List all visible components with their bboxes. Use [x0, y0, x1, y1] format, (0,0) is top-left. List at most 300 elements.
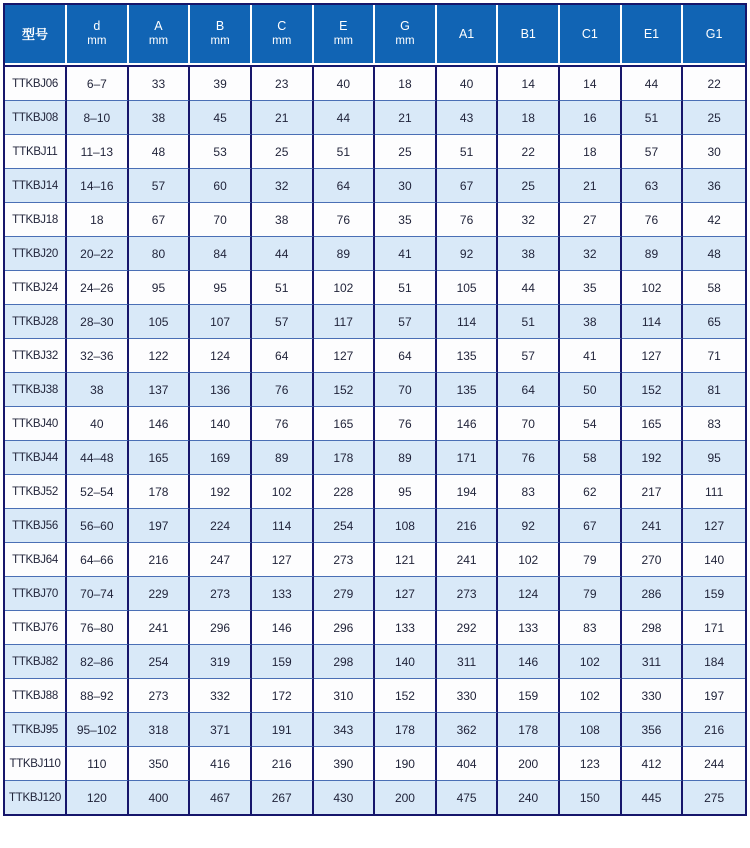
value-cell: 14	[498, 65, 560, 100]
value-cell: 41	[375, 236, 437, 270]
value-cell: 105	[437, 270, 499, 304]
column-header-c	[252, 5, 314, 65]
column-header-label: E1	[643, 26, 660, 41]
table-row-TTKBJ52	[5, 474, 745, 508]
value-cell: 25	[375, 134, 437, 168]
model-cell: TTKBJ14	[5, 168, 67, 202]
value-cell: 21	[375, 100, 437, 134]
value-cell: 38	[560, 304, 622, 338]
value-cell: 50	[560, 372, 622, 406]
value-cell: 54	[560, 406, 622, 440]
value-cell: 228	[314, 474, 376, 508]
value-cell: 102	[498, 542, 560, 576]
model-cell: TTKBJ08	[5, 100, 67, 134]
value-cell: 58	[560, 440, 622, 474]
model-cell: TTKBJ38	[5, 372, 67, 406]
value-cell: 121	[375, 542, 437, 576]
value-cell: 107	[190, 304, 252, 338]
table-row-TTKBJ44	[5, 440, 745, 474]
value-cell: 275	[683, 780, 745, 814]
value-cell: 171	[437, 440, 499, 474]
value-cell: 42	[683, 202, 745, 236]
value-cell: 240	[498, 780, 560, 814]
value-cell: 117	[314, 304, 376, 338]
column-header-label: d	[93, 19, 101, 33]
column-header-model	[5, 5, 67, 65]
value-cell: 76	[252, 406, 314, 440]
value-cell: 44–48	[67, 440, 129, 474]
value-cell: 102	[314, 270, 376, 304]
value-cell: 62	[560, 474, 622, 508]
value-cell: 105	[129, 304, 191, 338]
value-cell: 8–10	[67, 100, 129, 134]
value-cell: 76	[622, 202, 684, 236]
value-cell: 318	[129, 712, 191, 746]
value-cell: 39	[190, 65, 252, 100]
table-row-TTKBJ88	[5, 678, 745, 712]
value-cell: 18	[560, 134, 622, 168]
value-cell: 135	[437, 338, 499, 372]
value-cell: 178	[314, 440, 376, 474]
value-cell: 48	[129, 134, 191, 168]
value-cell: 194	[437, 474, 499, 508]
column-header-unit: mm	[210, 35, 230, 47]
value-cell: 51	[252, 270, 314, 304]
value-cell: 56–60	[67, 508, 129, 542]
value-cell: 146	[437, 406, 499, 440]
value-cell: 165	[314, 406, 376, 440]
model-cell: TTKBJ06	[5, 65, 67, 100]
value-cell: 279	[314, 576, 376, 610]
value-cell: 102	[252, 474, 314, 508]
model-cell: TTKBJ56	[5, 508, 67, 542]
value-cell: 216	[129, 542, 191, 576]
column-header-label: G	[400, 19, 410, 33]
value-cell: 20–22	[67, 236, 129, 270]
value-cell: 350	[129, 746, 191, 780]
value-cell: 35	[375, 202, 437, 236]
value-cell: 330	[622, 678, 684, 712]
value-cell: 102	[622, 270, 684, 304]
value-cell: 229	[129, 576, 191, 610]
value-cell: 127	[622, 338, 684, 372]
value-cell: 21	[560, 168, 622, 202]
model-cell: TTKBJ120	[5, 780, 67, 814]
value-cell: 127	[375, 576, 437, 610]
value-cell: 21	[252, 100, 314, 134]
value-cell: 83	[683, 406, 745, 440]
spec-table	[5, 5, 745, 814]
table-row-TTKBJ76	[5, 610, 745, 644]
value-cell: 146	[129, 406, 191, 440]
value-cell: 83	[560, 610, 622, 644]
value-cell: 146	[498, 644, 560, 678]
value-cell: 111	[683, 474, 745, 508]
value-cell: 296	[190, 610, 252, 644]
value-cell: 64	[314, 168, 376, 202]
column-header-g	[375, 5, 437, 65]
value-cell: 64	[375, 338, 437, 372]
value-cell: 24–26	[67, 270, 129, 304]
value-cell: 102	[560, 644, 622, 678]
value-cell: 108	[560, 712, 622, 746]
value-cell: 110	[67, 746, 129, 780]
column-header-label: B	[215, 19, 225, 33]
value-cell: 102	[560, 678, 622, 712]
value-cell: 60	[190, 168, 252, 202]
value-cell: 123	[560, 746, 622, 780]
value-cell: 412	[622, 746, 684, 780]
value-cell: 178	[375, 712, 437, 746]
value-cell: 200	[498, 746, 560, 780]
value-cell: 108	[375, 508, 437, 542]
value-cell: 190	[375, 746, 437, 780]
value-cell: 14–16	[67, 168, 129, 202]
value-cell: 38	[498, 236, 560, 270]
value-cell: 95	[129, 270, 191, 304]
value-cell: 197	[683, 678, 745, 712]
value-cell: 45	[190, 100, 252, 134]
value-cell: 23	[252, 65, 314, 100]
value-cell: 362	[437, 712, 499, 746]
model-cell: TTKBJ32	[5, 338, 67, 372]
value-cell: 81	[683, 372, 745, 406]
value-cell: 22	[498, 134, 560, 168]
value-cell: 71	[683, 338, 745, 372]
value-cell: 152	[622, 372, 684, 406]
model-cell: TTKBJ76	[5, 610, 67, 644]
value-cell: 57	[375, 304, 437, 338]
value-cell: 247	[190, 542, 252, 576]
value-cell: 18	[498, 100, 560, 134]
value-cell: 40	[67, 406, 129, 440]
value-cell: 332	[190, 678, 252, 712]
value-cell: 57	[622, 134, 684, 168]
header-row	[5, 5, 745, 65]
value-cell: 79	[560, 576, 622, 610]
value-cell: 416	[190, 746, 252, 780]
value-cell: 133	[498, 610, 560, 644]
value-cell: 133	[252, 576, 314, 610]
value-cell: 133	[375, 610, 437, 644]
value-cell: 67	[129, 202, 191, 236]
value-cell: 32	[252, 168, 314, 202]
value-cell: 51	[375, 270, 437, 304]
table-row-TTKBJ38	[5, 372, 745, 406]
value-cell: 51	[314, 134, 376, 168]
value-cell: 32–36	[67, 338, 129, 372]
value-cell: 40	[314, 65, 376, 100]
column-header-label: A	[154, 19, 163, 33]
value-cell: 120	[67, 780, 129, 814]
value-cell: 35	[560, 270, 622, 304]
model-cell: TTKBJ70	[5, 576, 67, 610]
value-cell: 64	[252, 338, 314, 372]
value-cell: 6–7	[67, 65, 129, 100]
value-cell: 114	[622, 304, 684, 338]
value-cell: 159	[252, 644, 314, 678]
value-cell: 22	[683, 65, 745, 100]
table-row-TTKBJ18	[5, 202, 745, 236]
value-cell: 57	[498, 338, 560, 372]
model-cell: TTKBJ20	[5, 236, 67, 270]
value-cell: 89	[252, 440, 314, 474]
column-header-label: B1	[520, 26, 536, 41]
value-cell: 83	[498, 474, 560, 508]
value-cell: 95	[683, 440, 745, 474]
value-cell: 192	[622, 440, 684, 474]
value-cell: 82–86	[67, 644, 129, 678]
value-cell: 67	[437, 168, 499, 202]
value-cell: 51	[498, 304, 560, 338]
value-cell: 254	[129, 644, 191, 678]
value-cell: 159	[683, 576, 745, 610]
value-cell: 76	[375, 406, 437, 440]
value-cell: 18	[375, 65, 437, 100]
column-header-label: 型号	[22, 26, 49, 42]
value-cell: 14	[560, 65, 622, 100]
value-cell: 51	[437, 134, 499, 168]
value-cell: 76	[314, 202, 376, 236]
value-cell: 140	[683, 542, 745, 576]
column-header-label: C1	[581, 26, 598, 41]
value-cell: 270	[622, 542, 684, 576]
value-cell: 197	[129, 508, 191, 542]
spec-table-body	[5, 65, 745, 814]
column-header-label: G1	[705, 26, 723, 41]
value-cell: 217	[622, 474, 684, 508]
value-cell: 51	[622, 100, 684, 134]
column-header-c1	[560, 5, 622, 65]
value-cell: 36	[683, 168, 745, 202]
value-cell: 273	[437, 576, 499, 610]
value-cell: 140	[190, 406, 252, 440]
value-cell: 76	[437, 202, 499, 236]
value-cell: 244	[683, 746, 745, 780]
value-cell: 273	[314, 542, 376, 576]
value-cell: 89	[622, 236, 684, 270]
value-cell: 241	[622, 508, 684, 542]
value-cell: 52–54	[67, 474, 129, 508]
table-row-TTKBJ70	[5, 576, 745, 610]
column-header-unit: mm	[333, 35, 353, 47]
model-cell: TTKBJ95	[5, 712, 67, 746]
value-cell: 127	[314, 338, 376, 372]
table-row-TTKBJ120	[5, 780, 745, 814]
value-cell: 475	[437, 780, 499, 814]
column-header-d	[67, 5, 129, 65]
spec-table-frame	[3, 3, 747, 816]
value-cell: 356	[622, 712, 684, 746]
value-cell: 30	[375, 168, 437, 202]
value-cell: 216	[683, 712, 745, 746]
value-cell: 404	[437, 746, 499, 780]
value-cell: 200	[375, 780, 437, 814]
value-cell: 122	[129, 338, 191, 372]
value-cell: 390	[314, 746, 376, 780]
value-cell: 273	[190, 576, 252, 610]
table-row-TTKBJ08	[5, 100, 745, 134]
value-cell: 178	[129, 474, 191, 508]
column-header-unit: mm	[395, 35, 415, 47]
value-cell: 178	[498, 712, 560, 746]
column-header-b	[190, 5, 252, 65]
value-cell: 92	[437, 236, 499, 270]
value-cell: 152	[314, 372, 376, 406]
value-cell: 191	[252, 712, 314, 746]
value-cell: 127	[683, 508, 745, 542]
value-cell: 80	[129, 236, 191, 270]
value-cell: 114	[252, 508, 314, 542]
table-row-TTKBJ11	[5, 134, 745, 168]
column-header-label: A1	[458, 26, 475, 41]
table-row-TTKBJ110	[5, 746, 745, 780]
value-cell: 30	[683, 134, 745, 168]
value-cell: 18	[67, 202, 129, 236]
value-cell: 41	[560, 338, 622, 372]
model-cell: TTKBJ82	[5, 644, 67, 678]
value-cell: 38	[252, 202, 314, 236]
table-row-TTKBJ24	[5, 270, 745, 304]
value-cell: 310	[314, 678, 376, 712]
value-cell: 445	[622, 780, 684, 814]
model-cell: TTKBJ11	[5, 134, 67, 168]
value-cell: 224	[190, 508, 252, 542]
table-row-TTKBJ64	[5, 542, 745, 576]
value-cell: 241	[129, 610, 191, 644]
value-cell: 32	[560, 236, 622, 270]
value-cell: 25	[683, 100, 745, 134]
value-cell: 79	[560, 542, 622, 576]
value-cell: 44	[314, 100, 376, 134]
value-cell: 88–92	[67, 678, 129, 712]
value-cell: 152	[375, 678, 437, 712]
value-cell: 254	[314, 508, 376, 542]
model-cell: TTKBJ44	[5, 440, 67, 474]
value-cell: 25	[252, 134, 314, 168]
model-cell: TTKBJ18	[5, 202, 67, 236]
value-cell: 63	[622, 168, 684, 202]
value-cell: 286	[622, 576, 684, 610]
value-cell: 40	[437, 65, 499, 100]
value-cell: 311	[437, 644, 499, 678]
value-cell: 165	[622, 406, 684, 440]
column-header-unit: mm	[87, 35, 107, 47]
value-cell: 140	[375, 644, 437, 678]
value-cell: 92	[498, 508, 560, 542]
value-cell: 298	[314, 644, 376, 678]
value-cell: 57	[252, 304, 314, 338]
column-header-b1	[498, 5, 560, 65]
value-cell: 137	[129, 372, 191, 406]
model-cell: TTKBJ110	[5, 746, 67, 780]
value-cell: 28–30	[67, 304, 129, 338]
model-cell: TTKBJ28	[5, 304, 67, 338]
value-cell: 124	[498, 576, 560, 610]
value-cell: 343	[314, 712, 376, 746]
model-cell: TTKBJ52	[5, 474, 67, 508]
value-cell: 171	[683, 610, 745, 644]
value-cell: 95	[375, 474, 437, 508]
value-cell: 53	[190, 134, 252, 168]
value-cell: 57	[129, 168, 191, 202]
value-cell: 273	[129, 678, 191, 712]
value-cell: 64	[498, 372, 560, 406]
value-cell: 70–74	[67, 576, 129, 610]
value-cell: 38	[67, 372, 129, 406]
value-cell: 319	[190, 644, 252, 678]
value-cell: 292	[437, 610, 499, 644]
value-cell: 64–66	[67, 542, 129, 576]
value-cell: 216	[252, 746, 314, 780]
column-header-label: E	[339, 19, 348, 33]
value-cell: 136	[190, 372, 252, 406]
value-cell: 184	[683, 644, 745, 678]
table-row-TTKBJ95	[5, 712, 745, 746]
value-cell: 95–102	[67, 712, 129, 746]
value-cell: 38	[129, 100, 191, 134]
value-cell: 48	[683, 236, 745, 270]
value-cell: 267	[252, 780, 314, 814]
spec-table-header	[5, 5, 745, 65]
table-row-TTKBJ14	[5, 168, 745, 202]
value-cell: 150	[560, 780, 622, 814]
column-header-g1	[683, 5, 745, 65]
value-cell: 371	[190, 712, 252, 746]
value-cell: 65	[683, 304, 745, 338]
table-row-TTKBJ56	[5, 508, 745, 542]
value-cell: 296	[314, 610, 376, 644]
value-cell: 44	[252, 236, 314, 270]
model-cell: TTKBJ88	[5, 678, 67, 712]
value-cell: 127	[252, 542, 314, 576]
value-cell: 16	[560, 100, 622, 134]
value-cell: 241	[437, 542, 499, 576]
value-cell: 95	[190, 270, 252, 304]
table-row-TTKBJ82	[5, 644, 745, 678]
value-cell: 76	[252, 372, 314, 406]
value-cell: 76	[498, 440, 560, 474]
model-cell: TTKBJ64	[5, 542, 67, 576]
value-cell: 192	[190, 474, 252, 508]
table-row-TTKBJ40	[5, 406, 745, 440]
value-cell: 43	[437, 100, 499, 134]
value-cell: 25	[498, 168, 560, 202]
value-cell: 89	[375, 440, 437, 474]
value-cell: 124	[190, 338, 252, 372]
value-cell: 430	[314, 780, 376, 814]
value-cell: 135	[437, 372, 499, 406]
value-cell: 58	[683, 270, 745, 304]
value-cell: 70	[190, 202, 252, 236]
table-row-TTKBJ32	[5, 338, 745, 372]
model-cell: TTKBJ40	[5, 406, 67, 440]
value-cell: 70	[375, 372, 437, 406]
value-cell: 298	[622, 610, 684, 644]
column-header-a	[129, 5, 191, 65]
column-header-e1	[622, 5, 684, 65]
table-row-TTKBJ20	[5, 236, 745, 270]
column-header-e	[314, 5, 376, 65]
model-cell: TTKBJ24	[5, 270, 67, 304]
value-cell: 76–80	[67, 610, 129, 644]
value-cell: 70	[498, 406, 560, 440]
value-cell: 44	[498, 270, 560, 304]
value-cell: 172	[252, 678, 314, 712]
column-header-label: C	[277, 19, 287, 33]
value-cell: 400	[129, 780, 191, 814]
column-header-unit: mm	[148, 35, 169, 47]
